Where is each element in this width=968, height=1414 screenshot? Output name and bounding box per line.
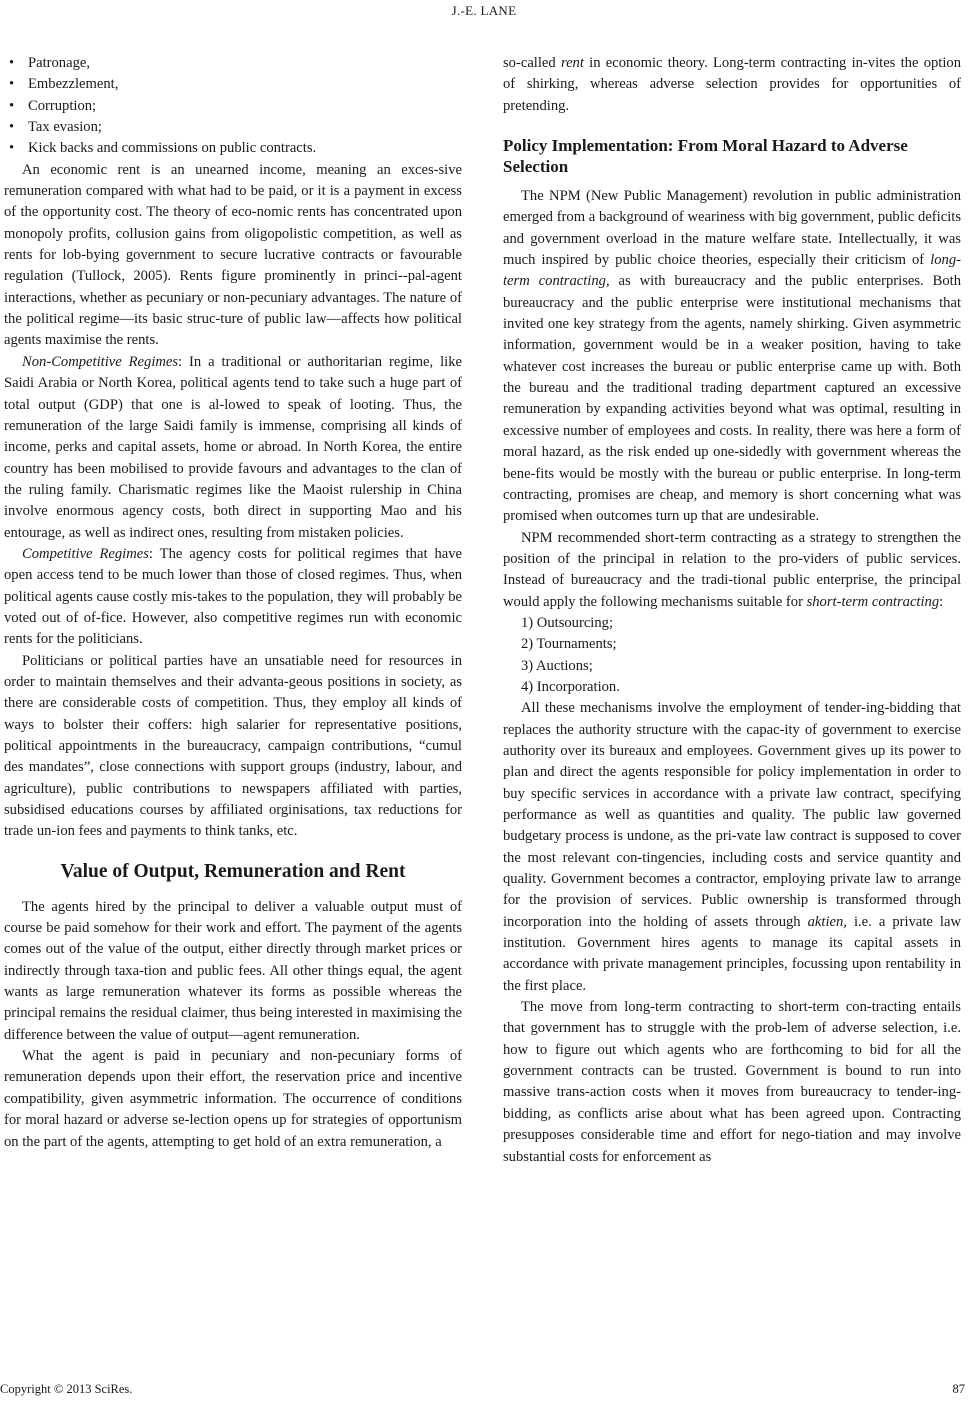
section-heading: Policy Implementation: From Moral Hazard to Adverse Selection — [503, 136, 908, 177]
paragraph — [4, 352, 462, 544]
paragraph-text: in economic theory. Long-term contracting in-vites the option of shirking, whereas adverse selection provides for opportunities of pretending. — [503, 55, 961, 114]
paragraph — [503, 528, 961, 613]
paragraph — [503, 186, 961, 528]
running-header: J.-E. LANE — [451, 3, 517, 18]
list-item: 3) Auctions; — [521, 657, 593, 674]
list-item: 2) Tournaments; — [521, 636, 617, 653]
paragraph-text: NPM recommended short-term contracting as a strategy to strengthen the position of the principal in relation to the pro-viders of public services. Instead of bureaucracy and the tradi-tional public enterprise, the principal would apply the following mechanisms suitable for — [503, 529, 961, 610]
page-number: 87 — [952, 1382, 965, 1396]
list-item: 4) Incorporation. — [521, 678, 620, 695]
bullet-list — [4, 53, 462, 160]
bullet-item: • Patronage, — [4, 53, 462, 74]
paragraph: The move from long-term contracting to short-term con-tracting entails that government has to struggle with the prob-lem of adverse selection, i.e. how to figure out which agents who are forthcoming to bid for all the government contracts can be trusted. Government is bound to run into massive trans-action costs when it moves from bureaucracy to tender-ing-bidding, as conflicts arise about what has been agreed upon. Contracting presupposes considerable time and effort for nego-tiation and may involve substantial costs for enforcement as — [503, 999, 961, 1165]
paragraph — [503, 53, 961, 117]
paragraph-text: , as with bureaucracy and the public enterprises. Both bureaucracy and the public enterprise were institutional mechanisms that invited one key strategy from the agents, namely shirking. Given asymmetric information, government would be in a weaker position, having to take whatever cost increases the bureau or public enterprise came up with. Both the bureau and the traditional trading department captured an excessive remuneration by expanding activities beyond what was optimal, resulting in excessive number of employees and costs. In reality, there was here a form of moral hazard, as the risk ended up one-sidedly with government whereas the bene-fits would be mostly with the bureau or public enterprise. In long-term contracting, promises are cheap, and memory is short concerning what was promised when outcomes turn up that are undesirable. — [503, 273, 962, 525]
bullet-item: • Kick backs and commissions on public contracts. — [4, 138, 462, 159]
italic-term: rent — [560, 55, 584, 71]
paragraph — [503, 698, 961, 997]
paragraph-text: , i.e. a private law institution. Government hires agents to manage its capital assets in accordance with private management principles, focussing upon rentability in the first place. — [503, 913, 961, 994]
right-column — [503, 53, 961, 1168]
italic-term: aktien — [807, 913, 844, 930]
bullet-item: • Embezzlement, — [4, 74, 462, 95]
paragraph — [4, 544, 462, 651]
italic-term: Competitive Regimes — [22, 545, 149, 562]
paragraph: An economic rent is an unearned income, meaning an exces-sive remuneration compared with what had to be paid, or it is a payment in excess of the opportunity cost. The theory of eco-nomic rents has concentrated upon monopoly profits, collusion gains from oligopolistic competition, as well as rents for lob-bying government to secure lucrative contracts or favourable regulation (Tullock, 2005). Rents figure prominently in princi--pal-agent interactions, whether as pecuniary or non-pecuniary advantages. The nature of the political regime—its basic struc-ture of public law—affects how political agents maximise the rents. — [4, 161, 462, 349]
left-column — [4, 53, 462, 1153]
list-item: 1) Outsourcing; — [521, 614, 614, 631]
numbered-list — [503, 613, 961, 698]
italic-term: Non-Competitive Regimes — [22, 353, 179, 370]
paragraph-text: The NPM (New Public Management) revolution in public administration emerged from a background of weariness with big government, public deficits and government overload in the mature welfare state. Intellectually, it was much inspired by public choice theories, especially their criticism of — [503, 188, 961, 269]
copyright-notice: Copyright © 2013 SciRes. — [0, 1382, 133, 1396]
paragraph: The agents hired by the principal to deliver a valuable output must of course be paid somehow for their work and effort. The payment of the agents comes out of the value of the output, either directly through market prices or indirectly through taxa-tion and public fees. All other things equal, the agent wants as large remuneration whatever its forms as possible whereas the principal remains the residual claimer, thus being interested in maximising the difference between the value of output—agent remuneration. — [4, 898, 462, 1043]
paragraph-text: : In a traditional or authoritarian regime, like Saidi Arabia or North Korea, political agents tend to take such a huge part of total output (GDP) that one is al-lowed to speak of looting. Thus, the remuneration of the large Saidi family is immense, comprising all kinds of income, perks and capital assets, home or abroad. In North Korea, the entire country has been mobilised to provide favours and advantages to the clan of the ruling family. Charismatic regimes like the Maoist rulership in China involve enormous agency costs, both direct in supporting Mao and his entourage, as well as indirect ones, resulting from mistaken policies. — [4, 353, 462, 541]
bullet-item: • Corruption; — [4, 96, 462, 117]
paragraph-text: so-called — [503, 55, 561, 71]
paragraph-text: : The agency costs for political regimes that have open access tend to be much lower than those of closed regimes. Thus, when political agents cause costly mis-takes to the population, they will probably be voted out of of-fice. However, also competitive regimes run with economic rents for the politicians. — [4, 545, 462, 648]
italic-term: long-term contracting — [503, 252, 961, 290]
bullet-item: • Tax evasion; — [4, 117, 462, 138]
paragraph-text: All these mechanisms involve the employment of tender-ing-bidding that replaces the authority structure with the capac-ity of government to exercise authority over its bureaux and employees. Government gives up its power to plan and direct the agents responsible for policy implementation in order to buy specific services in accordance with a private law contract, specifying performance as well as quantities and quality. The public law governed budgetary process is undone, as the pri-vate law contract is supposed to cover the most relevant con-tingencies, including costs and service quantity and quality. Government becomes a contractor, employing private law to arrange for the provision of services. Public ownership is transformed through incorporation into the holding of assets through — [503, 700, 961, 930]
paragraph: Politicians or political parties have an unsatiable need for resources in order to maintain themselves and their advanta-geous positions in society, as there are considerable costs of competition. Thus, they employ all kinds of ways to bolster their coffers: high salarier for representative positions, political appointments in the bureaucracy, campaign contributions, “cumul des mandates”, close connections with support groups (industry, labour, and agriculture), public contributions to newspapers affiliated with parties, subsidised educations courses by affiliated orginisations, tax reductions for trade un-ion fees and payments to think tanks, etc. — [4, 652, 462, 840]
paragraph-text: : — [939, 593, 944, 610]
paragraph: What the agent is paid in pecuniary and non-pecuniary forms of remuneration depends upon their effort, the reservation price and incentive compatibility, given asymmetric information. The occurrence of conditions for moral hazard or adverse se-lection opens up for strategies of opportunism on the part of the agents, attempting to get hold of an extra remuneration, a — [4, 1048, 462, 1150]
italic-term: short-term contracting — [806, 593, 940, 610]
section-heading: Value of Output, Remuneration and Rent — [60, 860, 406, 882]
